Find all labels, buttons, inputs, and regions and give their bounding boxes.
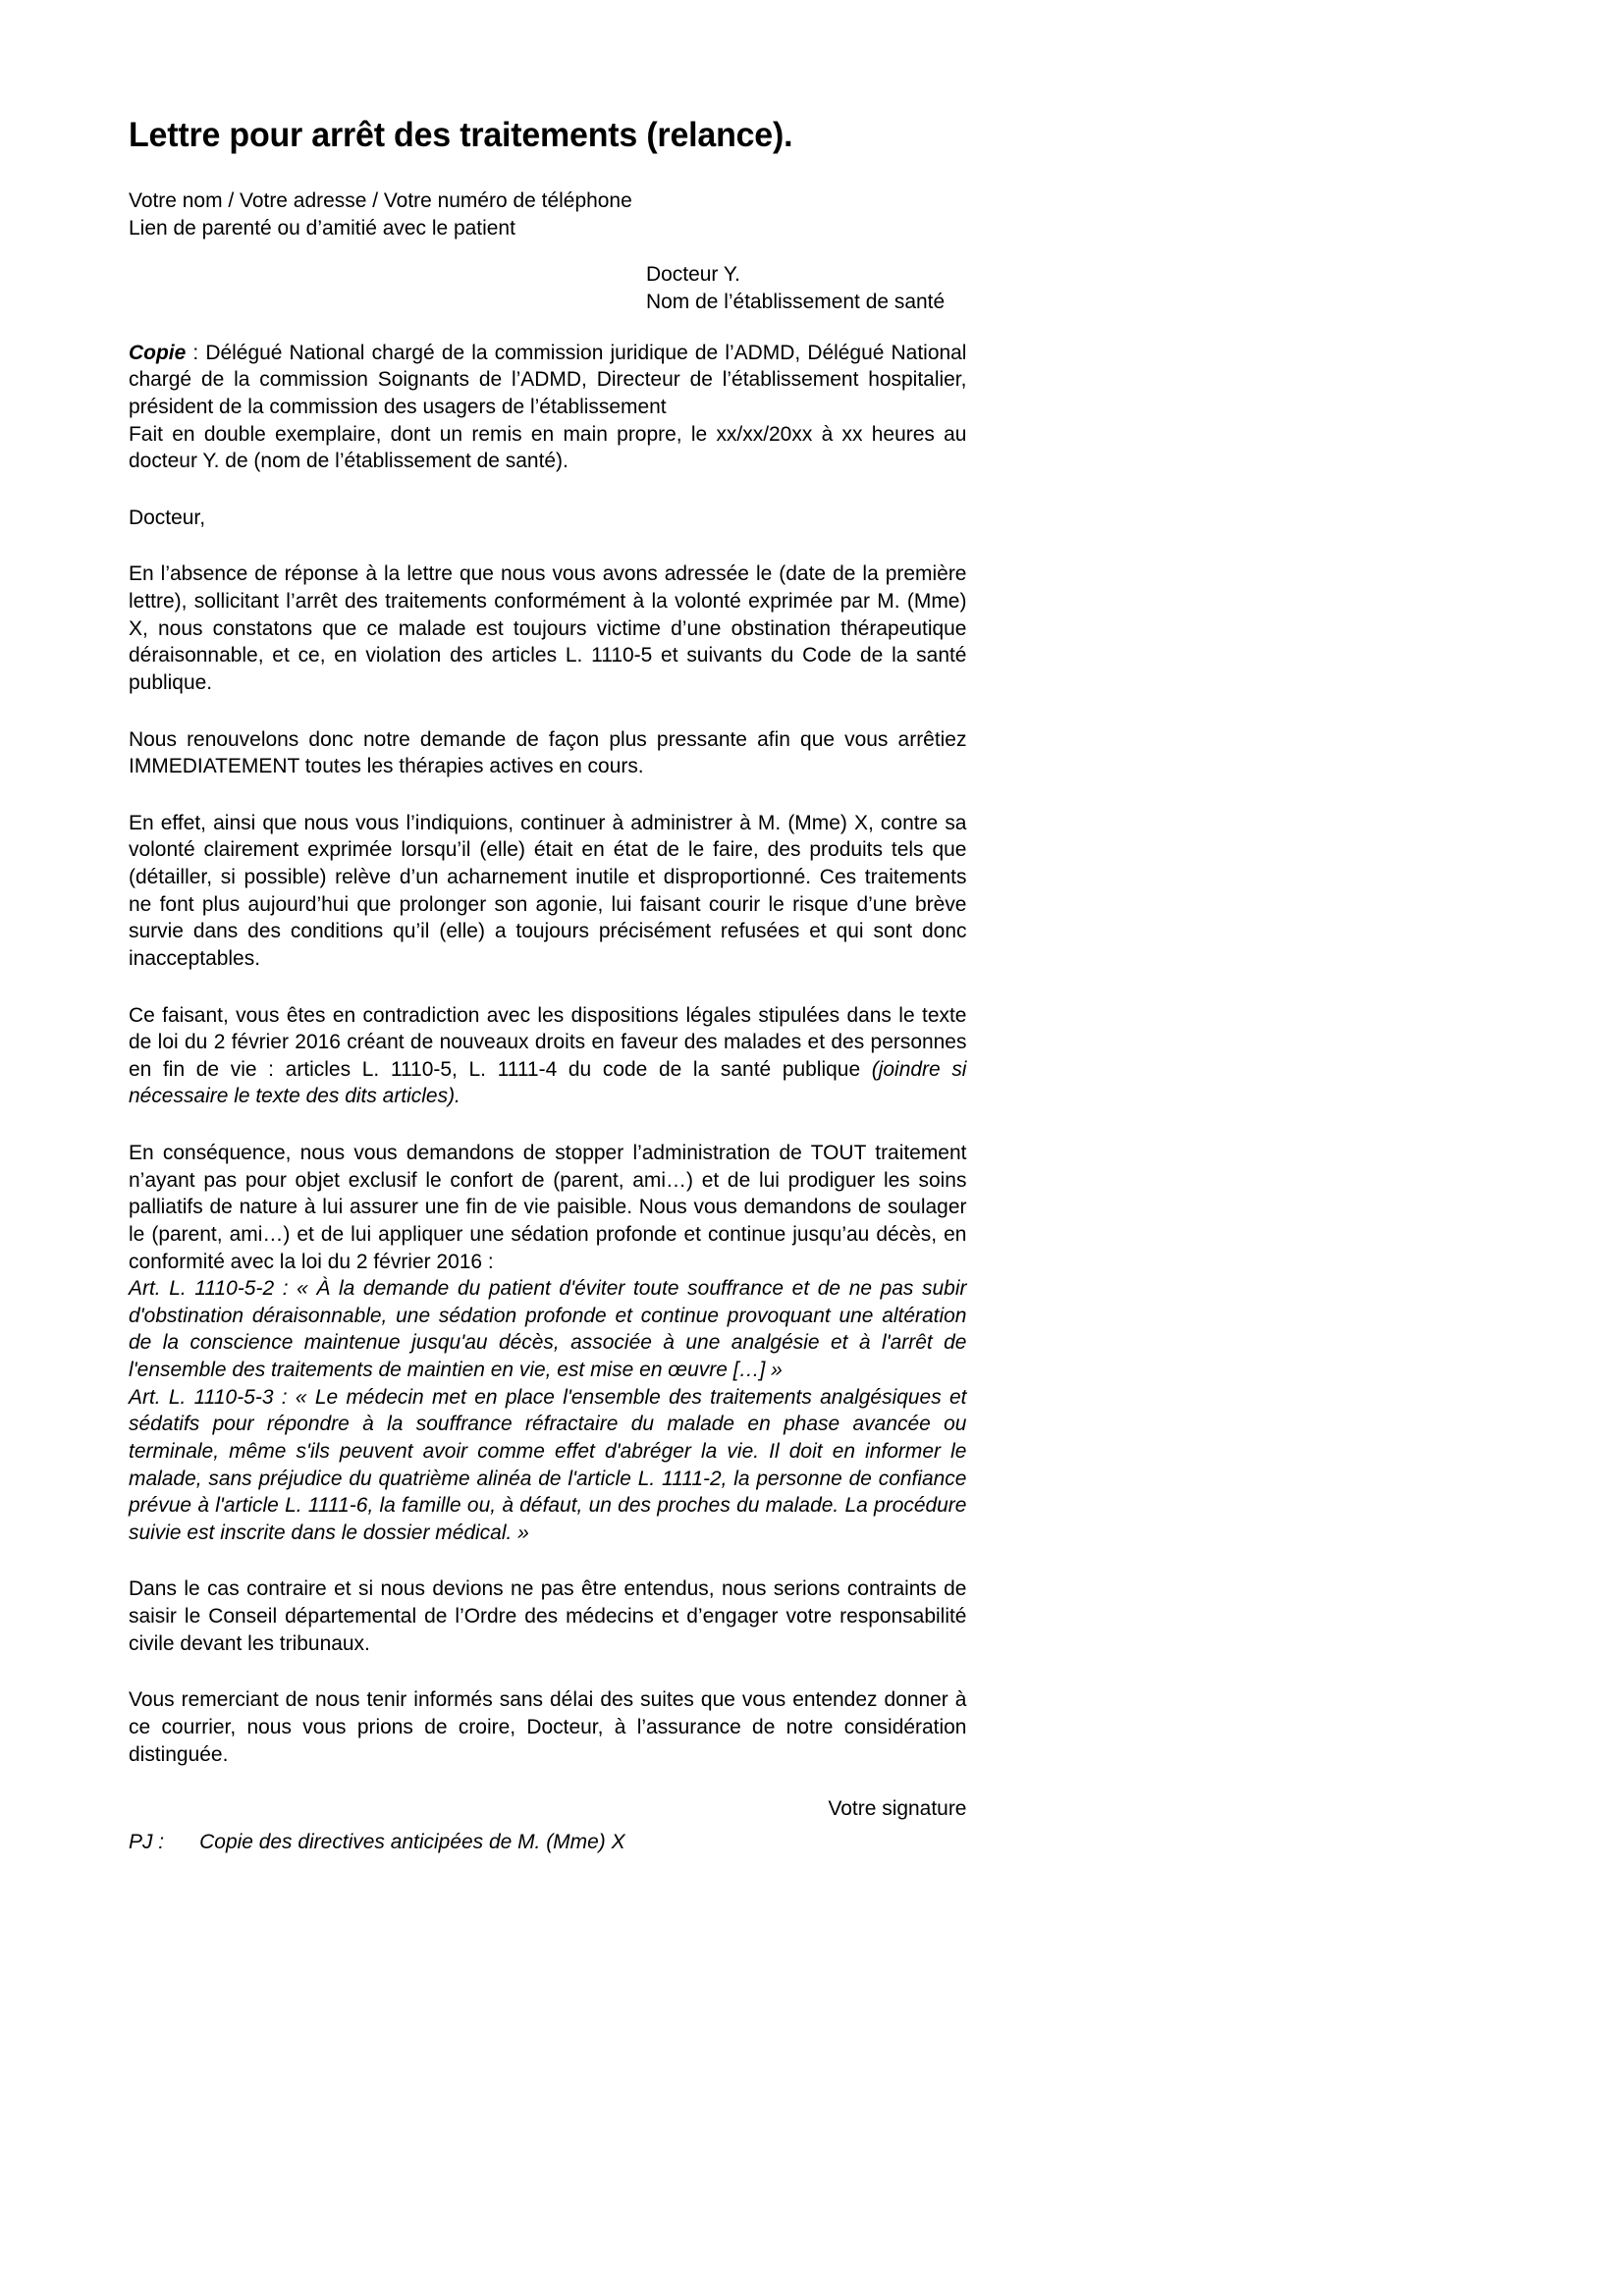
article-l-1110-5-3: Art. L. 1110-5-3 : « Le médecin met en place l'ensemble des traitements analgésiques et sédatifs pour répondre à la souffrance réfractaire du malade en phase avancée ou terminale, même s'ils peuvent avoir comme effet d'abréger la vie. Il doit en informer le malade, sans préjudice du quatrième alinéa de l'article L. 1111-2, la personne de confiance prévue à l'article L. 1111-6, la famille ou, à défaut, un des proches du malade. La procédure suivie est inscrite dans le dossier médical. »: [129, 1384, 967, 1544]
spacer: [129, 780, 967, 810]
recipient-doctor: Docteur Y.: [646, 262, 740, 287]
spacer: [129, 1546, 967, 1575]
spacer: [129, 531, 967, 561]
spacer: [129, 1110, 967, 1140]
paragraph-contradiction-text: Ce faisant, vous êtes en contradiction avec les dispositions légales stipulées dans le texte de loi du 2 février 2016 créant de nouveaux droits en faveur des malades et des personnes en fin de vie : articles L. 1110-5, L. 1111-4 du code de la santé publique: [129, 1002, 967, 1081]
copie-separator: :: [186, 340, 206, 364]
sender-relationship: Lien de parenté ou d’amitié avec le patient: [129, 215, 515, 240]
sender-name-address-phone: Votre nom / Votre adresse / Votre numéro de téléphone: [129, 188, 632, 213]
spacer: [129, 1657, 967, 1686]
spacer: [129, 973, 967, 1002]
sender-block: [129, 187, 966, 241]
paragraph-recours-conseil-ordre: Dans le cas contraire et si nous devions ne pas être entendus, nous serions contraints de saisir le Conseil départemental de l’Ordre des médecins et d’engager votre responsabilité civile devant les tribunaux.: [129, 1576, 967, 1655]
paragraph-acharnement: En effet, ainsi que nous vous l’indiquions, continuer à administrer à M. (Mme) X, contre sa volonté clairement exprimée lorsqu’il (elle) était en état de le faire, des produits tels que (détailler, si possible) relève d’un acharnement inutile et disproportionné. Ces traitements ne font plus aujourd’hui que prolonger son agonie, lui faisant courir le risque d’une brève survie dans des conditions qu’il (elle) a toujours précisément refusées et qui sont donc inacceptables.: [129, 810, 967, 970]
copie-paragraph: [129, 340, 966, 421]
letter-content: [129, 116, 967, 1855]
attachment-value: Copie des directives anticipées de M. (Mme) X: [199, 1829, 625, 1853]
attachment-row: [129, 1829, 966, 1856]
copie-label: Copie: [129, 340, 187, 364]
paragraph-contradiction-legale: [129, 1002, 966, 1111]
attachment-label: PJ :: [129, 1829, 165, 1853]
copie-text: Délégué National chargé de la commission juridique de l’ADMD, Délégué National chargé de la commission Soignants de l’ADMD, Directeur de l’établissement hospitalier, président de la commission des usagers de l’établissement: [129, 340, 967, 418]
salutation: Docteur,: [129, 505, 206, 529]
signature-line: Votre signature: [828, 1796, 967, 1821]
paragraph-renouvellement-demande: Nous renouvelons donc notre demande de façon plus pressante afin que vous arrêtiez IMMEDIATEMENT toutes les thérapies actives en cours.: [129, 726, 967, 778]
paragraph-en-consequence: En conséquence, nous vous demandons de stopper l’administration de TOUT traitement n’ayant pas pour objet exclusif le confort de (parent, ami…) et de lui prodiguer les soins palliatifs de nature à lui assurer une fin de vie paisible. Nous vous demandons de soulager le (parent, ami…) et de lui appliquer une sédation profonde et continue jusqu’au décès, en conformité avec la loi du 2 février 2016 :: [129, 1141, 967, 1273]
fait-en-double-paragraph: Fait en double exemplaire, dont un remis en main propre, le xx/xx/20xx à xx heures au docteur Y. de (nom de l’établissement de santé).: [129, 421, 967, 473]
spacer: [129, 697, 967, 726]
spacer: [129, 475, 967, 505]
paragraph-absence-de-reponse: En l’absence de réponse à la lettre que nous vous avons adressée le (date de la première lettre), sollicitant l’arrêt des traitements conformément à la volonté exprimée par M. (Mme) X, nous constatons que ce malade est toujours victime d’une obstination thérapeutique déraisonnable, et ce, en violation des articles L. 1110-5 et suivants du Code de la santé publique.: [129, 561, 967, 694]
article-l-1110-5-2: Art. L. 1110-5-2 : « À la demande du patient d'éviter toute souffrance et de ne pas subir d'obstination déraisonnable, une sédation profonde et continue provoquant une altération de la conscience maintenue jusqu'au décès, associée à une analgésie et à l'arrêt de l'ensemble des traitements de maintien en vie, est mise en œuvre […] »: [129, 1276, 967, 1382]
recipient-institution: Nom de l’établissement de santé: [646, 290, 946, 314]
page-title: Lettre pour arrêt des traitements (relance).: [129, 116, 793, 154]
paragraph-contradiction-note: (joindre si nécessaire le texte des dits articles).: [129, 1056, 967, 1108]
paragraph-formule-politesse: Vous remerciant de nous tenir informés sans délai des suites que vous entendez donner à ce courrier, nous vous prions de croire, Docteur, à l’assurance de notre considération distinguée.: [129, 1687, 967, 1766]
recipient-block: [646, 261, 1484, 315]
spacer: [129, 316, 967, 340]
